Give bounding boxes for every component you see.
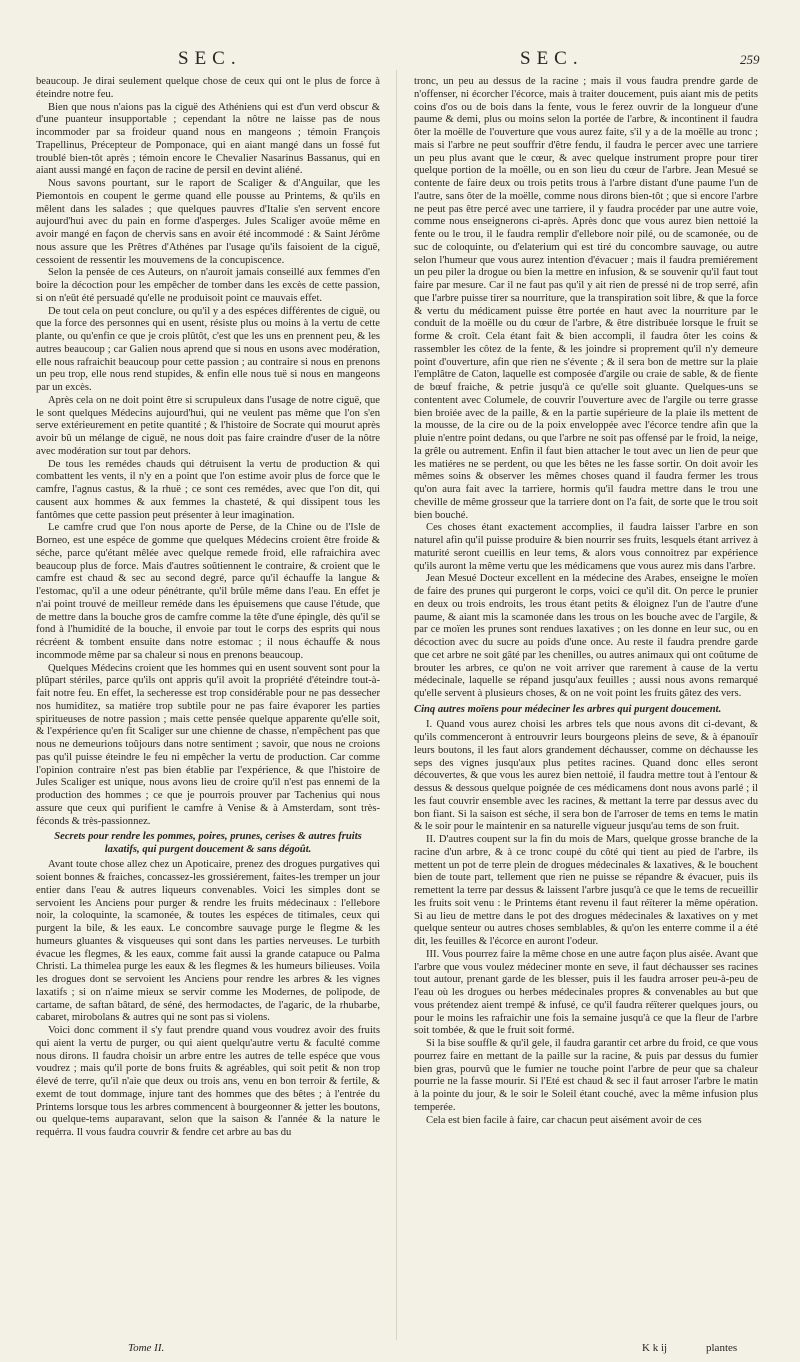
section-heading: Secrets pour rendre les pommes, poires, prunes, cerises & autres fruits laxatifs, qui purgent doucement & sans dégoût. (54, 831, 362, 855)
running-head-left: SEC. (178, 48, 242, 69)
paragraph: I. Quand vous aurez choisi les arbres tels que nous avons dit ci-devant, & qu'ils commenceront à entrouvrir leurs bourgeons pleins de seve, & à épanouïr leurs boutons, il les faut alors grandement déchausser, comme on déchausse les seps des vignes jusqu'aux plus petites racines. Quand donc elles seront découvertes, & que vous les aurez bien nettoié, il faudra mettre tout à l'entour & dessus & dessous quelque poignée de ces médicamens dont nous avons parlé ; il les faut couvrir ensemble avec les racines, & mettant la terre par dessus avec du bon fiant. Si la saison est séche, il sera bon de l'arroser de tems en tems le matin & le soir pour le maintenir en sa naturelle vigueur jusqu'au tems de son fruit. (414, 719, 758, 833)
catchword: plantes (706, 1342, 738, 1354)
paragraph: tronc, un peu au dessus de la racine ; mais il vous faudra prendre garde de n'offenser, ni écorcher l'écorce, mais à traiter doucement, puis aiant mis de petits coins d'os ou de bois dans la fente, vous le ferez ouvrir de la longueur d'une paume & demi, plus ou moins selon la portée de l'arbre, & incontinent il faudra ôter la moëlle de l'ouverture que vous aurez faite, s'il y a de la moëlle au tronc ; mais si l'arbre ne peut souffrir d'être fendu, il faudra le percer avec une tarriere un peu plus avant que le cœur, & avec quelque instrument propre pour tirer quelque portion de la moëlle, ou en son lieu du cœur de l'arbre. Jean Mesué se contente de faire deux ou trois petits trous à l'arbre distant d'une paume l'un de l'autre, sans ôter de la moëlle, comme nous dirons bien-tôt ; que si encore l'arbre ne peut pas être percé avec une tarriere, il y faudra procéder par une autre voie, comme nous enseignerons ci-après. Après donc que vous aurez bien nettoié la fente ou le trou, il le faudra remplir d'ellebore noir pilé, ou de scamonée, ou de suc de coloquinte, ou d'elaterium qui est tiré du concombre sauvage, ou autre selon l'humeur que vous aurez intention d'évacuer ; mais il faudra premiérement un peu piler la drogue ou bien la mettre en infusion, & se souvenir qu'il faut tout faire par mesure. Car il ne faut pas qu'il y ait rien de pressé ni de trop serré, afin que l'arbre puisse tirer sa nourriture, que la transpiration soit libre, & que la force & vertu du médicament puisse être portée en haut avec la nourriture par le conduit de la moëlle ou du cœur de l'arbre, & être distribuée lorsque le fruit se forme & croît. Cela étant fait & bien accompli, il faudra ôter les coins & rassembler les côtez de la fente, & les joindre si proprement qu'il n'y demeure point d'ouverture, afin que rien ne s'évente ; & il sera bon de mettre sur la plaie l'emplâtre de Caton, laquelle est composée d'argile ou craie de sable, & de fiente de bœuf fraiche, & petrie jusqu'à ce qu'elle soit gluante. Quelques-uns se contentent avec Columele, de couvrir l'ouverture avec de l'argile ou terre grasse bien broiée avec de la paille, & en la partie supérieure de la plaie ils mettent de la mousse, de la cire ou de la poix enveloppée avec l'écorce tendre afin que la pluie n'entre point dedans, ou que l'arbre ne soit pas offensé par le froid, la neige, la grêle ou autrement. Enfin il faut bien attacher le tout avec un lien de peur que les matiéres ne se perdent, ou que les bêtes ne les fasse sortir. On doit avoir les mêmes soins & observer les mêmes choses quand il faudra fermer les trous qu'on aura fait avec la tarriere, hormis qu'il faudra mettre dans le trou une cheville de même grosseur que la tarriere dont on l'a fait, de sorte que le trou soit bien bouché. (414, 76, 758, 521)
right-column (414, 76, 758, 1338)
section-heading: Cinq autres moïens pour médeciner les arbres qui purgent doucement. (414, 703, 722, 715)
volume-label: Tome II. (128, 1342, 165, 1354)
paragraph: Voici donc comment il s'y faut prendre quand vous voudrez avoir des fruits qui aient la vertu de purger, ou qui aient quelqu'autre vertu & faculté comme nous dirons. Il faudra choisir un arbre entre les autres de telle espéce que vous voudrez ; mais qu'il porte de bons fruits & agréables, qui soit petit & non trop élevé de terre, qu'il n'aie que deux ou trois ans, venu en bon terroir & fertile, & exemt de tout dommage, injure tant des hommes que des bêtes ; à l'entrée du Printems lorsque tous les arbres commencent à bourgeonner & jetter les boutons, ou quelque-tems auparavant, selon que la saison & l'année & la nature le requérra. Il vous faudra couvrir & fendre cet arbre au bas du (36, 1025, 380, 1138)
paragraph: Si la bise souffle & qu'il gele, il faudra garantir cet arbre du froid, ce que vous pourrez faire en mettant de la paille sur la racine, & puis par dessus du fumier bien gras, pourvû que le fumier ne touche point l'arbre de peur que sa chaleur pourrie ne la fasse mourir. Si l'Eté est chaud & sec il faut arroser l'arbre le matin à la pointe du jour, & le soir le Soleil étant couché, avec la même infusion plus temperée. (414, 1038, 758, 1113)
paragraph: Après cela on ne doit point être si scrupuleux dans l'usage de notre ciguë, que le sont quelques Médecins aujourd'hui, qui ne veulent pas même que l'on s'en serve extérieurement en petite quantité ; & l'histoire de Socrate qui mourut après avoir bû un mélange de ciguë, ne nous doit pas faire craindre d'user de la nôtre avec modération sur tout par dehors. (36, 394, 380, 457)
paragraph: III. Vous pourrez faire la même chose en une autre façon plus aisée. Avant que l'arbre que vous voulez médeciner monte en seve, il faut déchausser ses racines tout autour, prenant garde de les blesser, puis il les faudra arroser peu-à-peu de l'eau où les drogues ou herbes médecinales propres & convenables au but que vous prétendez aient trempé & infusé, ce qu'il faudra réïterer quelques jours, ou pour le moins les rafraichir une fois la semaine jusqu'à ce que la fleur de l'arbre soit tombée, & que le fruit soit formé. (414, 948, 758, 1037)
paragraph: De tous les remédes chauds qui détruisent la vertu de production & qui combattent les vents, il n'y en a point que l'on estime avoir plus de force que le camfre, l'agnus castus, & la rhuë ; ce sont ces remédes, avec que l'on dit, qui causent aux hommes & aux femmes la chasteté, & qui dissipent tous les fantômes que cette passion peut présenter à leur imagination. (36, 458, 380, 521)
paragraph: Avant toute chose allez chez un Apoticaire, prenez des drogues purgatives qui soient bonnes & fraiches, concassez-les grossiérement, faites-les tremper un jour entier dans l'eau & autres liqueurs convenables. Voici les simples dont se servoient les Anciens pour purger & rendre les fruits médecinaux : l'ellebore noir, la coloquinte, la scamonée, & toutes les espéces de titimales, ceux qui purgent la bile, & les eaux. Le concombre sauvage purge le flegme & les humeurs gluantes & visqueuses qui sont dans les parties nerveuses. Le turbith évacue les flegmes, & les eaux, comme fait aussi la grande catapuce ou Palma Christi. La thimelea purge les eaux & les flegmes & les humeurs bilieuses. Voila les drogues dont se servoient les Anciens pour rendre les arbres & les vignes laxatifs ; si on n'aime mieux se servir comme les Modernes, de polipode, de cartame, de saftan bâtard, de séné, des hermodactes, de l'agaric, de la rhubarbe, cabaret, mirobolans & autres qui ne sont pas si violens. (36, 859, 380, 1024)
paragraph: Selon la pensée de ces Auteurs, on n'auroit jamais conseillé aux femmes d'en boire la décoction pour les empêcher de tomber dans les excès de cette passion, si on n'eût été persuadé qu'elle ne produisoit point ce mauvais effet. (36, 267, 380, 304)
paragraph: Bien que nous n'aions pas la ciguë des Athéniens qui est d'un verd obscur & d'une puanteur insupportable ; cependant la nôtre ne laisse pas de nous incommoder par sa froideur quand nous en mangeons ; témoin François Trapellinus, Précepteur de Pomponace, qui en aiant mangé dans un fossé fut troublé bien-tôt après ; témoin encore le Chevalier Nasarinus Bassanus, qui en aiant aussi mangé en façon de racine de persil en devint aliéné. (36, 101, 380, 177)
signature-mark: K k ij (642, 1342, 668, 1354)
paragraph: Cela est bien facile à faire, car chacun peut aisément avoir de ces (426, 1114, 702, 1126)
running-head-right: SEC. (520, 48, 584, 69)
column-gutter (396, 70, 397, 1340)
paragraph: Le camfre crud que l'on nous aporte de Perse, de la Chine ou de l'Isle de Borneo, est une espéce de gomme que quelques Médecins croient être froide & séche, parce qu'étant mêlée avec quelque remede froid, elle rafraichira avec beaucoup plus de force. Mais d'autres soûtiennent le contraire, & croient que le camfre est chaud & sec au second degré, parce qu'il échauffe la langue & l'estomac, qu'il a une odeur pénétrante, qu'il brûle même dans l'eau. En effet je n'ai point trouvé de meilleur reméde dans les épuisemens que cause l'étude, que de mettre dans la bouche gros de camfre comme la tête d'une épingle, dès qu'il se fond à l'humidité de la bouche, il envoie par tout le corps des esprits qui nous récréent & tombent ensuite dans notre estomac ; il nous échauffe & nous incommode même par sa chaleur si nous en prenons beaucoup. (36, 522, 380, 661)
left-column (36, 76, 380, 1338)
paragraph: Quelques Médecins croient que les hommes qui en usent souvent sont pour la plûpart stériles, parce qu'ils ont appris qu'il avoit la propriété d'éteindre tout-à-fait notre feu. En effet, la secheresse est trop considérable pour ne pas dessecher nos humiditez, sa matiére trop subtile pour ne pas faire évaporer les parties spiritueuses de notre passion ; mais cette pensée quelque apparente qu'elle soit, & l'expérience qu'en fit Scaliger sur une chienne de chasse, n'empêchent pas que nous ne demeurions toûjours dans notre sentiment ; savoir, que nous ne croions pas qu'il puisse éteindre le feu ni empêcher la vertu de production. Car comme l'opinion contraire n'est pas bien établie par l'expérience, & que l'histoire de Jules Scaliger est unique, nous avons lieu de croire qu'il n'est pas ennemi de la production des hommes ; ce que je pourrois prouver par Tachenius qui nous assure que ceux qui purifient le camfre à Venise & à Amsterdam, sont très-féconds & très-passionnez. (36, 662, 380, 827)
page-number: 259 (740, 52, 760, 67)
paragraph: Jean Mesué Docteur excellent en la médecine des Arabes, enseigne le moïen de faire des prunes qui purgeront le corps, voici ce qu'il dit. On perce le prunier en deux ou trois endroits, les trous étant petits & éloignez l'un de l'autre d'une paume, & aiant mis la scamonée dans les trous on les bouche avec de l'argile, & par ce moïen les prunes sont rendues laxatives ; on les donne en leur suc, ou en décoction avec du sucre au poids d'une once. Au reste il faudra prendre garde que cet arbre ne soit gâté par les chenilles, ou autres animaux qui ont coûtume de brouter les arbres, ce qu'on ne voit arriver que rarement à cause de la vertu médecinale, laquelle se répand jusqu'aux feuilles ; aussi nous avons remarqué qu'elle servent à plusieurs choses, & on ne voit point les fruits gâtez des vers. (414, 573, 758, 699)
paragraph: Nous savons pourtant, sur le raport de Scaliger & d'Anguilar, que les Piemontois en coupent le germe quand elle pousse au Printems, & qu'ils en mêlent dans les salades ; que quelques pauvres d'Italie s'en servent encore aujourd'hui avec du pain en forme d'asperges. Jules Scaliger avoüe même en avoir mangé en façon de chervis sans en avoir été incommodé : & Saint Jérôme nous assure que les Prêtres d'Athénes par l'usage qu'ils faisoient de la ciguë, cessoient de ressentir les mouvemens de la concupiscence. (36, 178, 380, 266)
paragraph: Ces choses étant exactement accomplies, il faudra laisser l'arbre en son naturel afin qu'il puisse produire & bien nourrir ses fruits, lesquels étant arrivez à maturité seront cueillis en leur tems, & alors vous connoitrez par expérience qu'ils auront la même vertu que les médicamens que vous aurez mis dans l'arbre. (414, 522, 758, 572)
paragraph: De tout cela on peut conclure, ou qu'il y a des espéces différentes de ciguë, ou que la force des personnes qui en usent, résiste plus ou moins à la vertu de cette plante, ou qu'enfin ce que je crois plûtôt, c'est que les uns en prennent peu, & les autres beaucoup ; car Galien nous aprend que si nous en usons avec modération, elle nous rafraichit beaucoup pour cette passion ; au contraire si nous en prenons un peu trop, elle nous rend stupides, & enfin elle nous tuë si nous en mangeons par un excès. (36, 305, 380, 393)
paragraph: II. D'autres coupent sur la fin du mois de Mars, quelque grosse branche de la racine d'un arbre, & à ce tronc coupé du côté qui tient au pied de l'arbre, ils mettent un pot de terre plein de drogues médecinales & laxatives, & le bouchent bien de toute part, tellement que rien ne puisse se répandre & évacuer, puis ils remettent la terre par dessus & laissent l'arbre jusqu'à ce que le tems de recueillir les fruits soit venu : le Printems étant revenu il faut réïterer la même opération. Si au lieu de mettre dans le pot des drogues médecinales & laxatives on y met quelque senteur ou autres choses semblables, & qu'on les enterre comme il a été dit, les feuilles & l'écorce en auront l'odeur. (414, 834, 758, 947)
paragraph: beaucoup. Je dirai seulement quelque chose de ceux qui ont le plus de force à éteindre notre feu. (36, 76, 380, 100)
